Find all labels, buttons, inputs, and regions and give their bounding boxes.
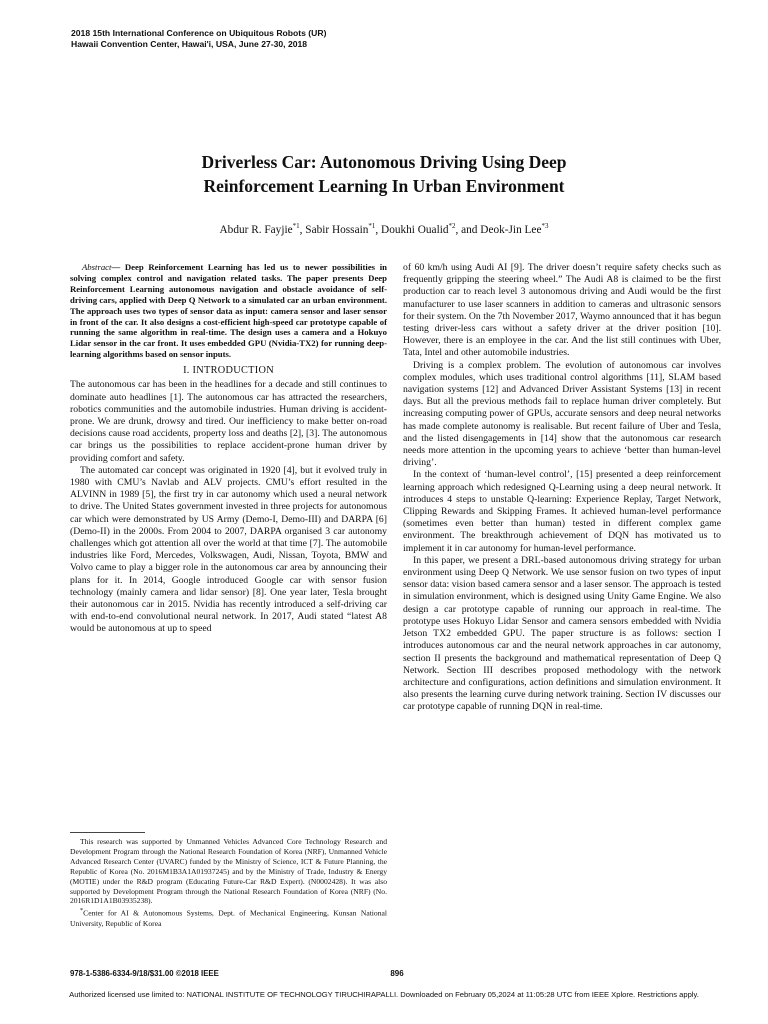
paragraph: of 60 km/h using Audi AI [9]. The driver doesn’t require safety checks such as frequently gripping the steering wheel.” The Audi A8 is claimed to be the first production car to reach level 3 autonomous driving and Audi would be the first manufacturer to use laser scanners in addition to cameras and ultrasonic sensors for their system. On the 7th November 2017, Waymo announced that it has begun testing driver-less cars without a safety driver at the driver position [10]. However, there is an employee in the car. And the list still continues with Uber, Tata, Intel and other automobile industries. — [403, 262, 721, 359]
author-mark: *3 — [541, 222, 549, 230]
paragraph: Driving is a complex problem. The evolution of autonomous car involves complex modules, which uses traditional control algorithms [11], SLAM based navigation systems [12] and Advanced Driver Assistant Systems [13] in recent days. But all the previous methods fail to replace human driver completely. But increasing computing power of GPUs, accurate sensors and deep neural networks has made complete autonomy is realisable. But recent failure of Uber and Tesla, and the listed disengagements in [14] show that the autonomous car research needs more attention in the upcoming years to achieve ‘better than human-level driving’. — [403, 359, 721, 469]
section-heading-introduction: I. INTRODUCTION — [183, 365, 274, 377]
license-notice: Authorized licensed use limited to: NATIONAL INSTITUTE OF TECHNOLOGY TIRUCHIRAPALLI. Downloaded on February 05,2024 at 11:05:28 UTC from IEEE Xplore. Restrictions apply. — [69, 990, 699, 999]
author-separator: , — [299, 223, 306, 236]
paragraph: The autonomous car has been in the headlines for a decade and still continues to dominate auto headlines [1]. The autonomous car has attracted the researchers, robotics communities and the automobile industries. Human driving is accident-prone. We are drunk, drowsy and tired. Our inefficiency to make better on-road decisions cause road accidents, property loss and deaths [2], [3]. The autonomous car brings us the possibilities to replace accident-prone human driver by providing comfort and safety. — [70, 379, 387, 464]
affiliation-text: Center for AI & Autonomous Systems, Dept. of Mechanical Engineering, Kunsan National University, Republic of Korea — [70, 908, 387, 928]
conference-venue: Hawaii Convention Center, Hawai'i, USA, June 27-30, 2018 — [71, 39, 308, 49]
abstract — [70, 262, 387, 360]
paragraph: The automated car concept was originated in 1920 [4], but it evolved truly in 1980 with CMU’s Navlab and ALV projects. CMU’s effort resulted in the ALVINN in 1989 [5], the first try in car autonomy which used a neural network to drive. The United States government invested in three projects for autonomous car which were demonstrated by US Army (Demo-I, Demo-III) and DARPA [6] (Demo-II) in the 2000s. From 2004 to 2007, DARPA organised 3 car autonomy challenges which got attention all over the world at that time [7]. The automobile industries like Ford, Mercedes, Volkswagen, Audi, Nissan, Toyota, BMW and Volvo came to play a bigger role in the autonomous car area by announcing their plans for it. In 2014, Google introduced Google car with sensor fusion technology (mainly camera and lidar sensor) [8]. One year later, Tesla brought their autonomous car in 2015. Nvidia has recently introduced a self-driving car with end-to-end convolutional neural network. In 2017, Audi stated “latest A8 would be autonomous at up to speed — [70, 464, 387, 635]
paragraph: In the context of ‘human-level control’, [15] presented a deep reinforcement learning approach which redesigned Q-Learning using a deep neural network. It introduces 4 steps to unstable Q-learning: Experience Replay, Target Network, Clipping Rewards and Skipping Frames. It achieved human-level performance (sometimes even better than human) tested in different complex game environment. The breakthrough achievement of DQN has motivated us to implement it in car autonomy for human-level performance. — [403, 469, 721, 554]
isbn-copyright: 978-1-5386-6334-9/18/$31.00 ©2018 IEEE — [70, 969, 219, 978]
title-line-2: Reinforcement Learning In Urban Environment — [203, 176, 565, 196]
abstract-label: Abstract — [82, 262, 112, 272]
author-name: Abdur R. Fayjie — [219, 223, 293, 236]
left-column — [70, 262, 387, 636]
conference-header — [71, 28, 326, 50]
author-separator: , — [375, 223, 382, 236]
footnote-divider — [70, 832, 145, 833]
page-number: 896 — [390, 969, 404, 978]
abstract-text: Deep Reinforcement Learning has led us to newer possibilities in solving complex control and navigation related tasks. The paper presents Deep Reinforcement Learning autonomous navigation and obstacle avoidance of self-driving cars, applied with Deep Q Network to a simulated car an urban environment. The approach uses two types of sensor data as input: camera sensor and laser sensor in front of the car. It also designs a cost-efficient high-speed car prototype capable of running the same algorithm in real-time. The design uses a camera and a Hokuyo Lidar sensor in the car front. It uses embedded GPU (Nvidia-TX2) for running deep-learning algorithms based on sensor inputs. — [70, 262, 388, 360]
author-mark: *1 — [368, 222, 376, 230]
right-column — [403, 262, 721, 714]
author-name: Doukhi Oualid — [381, 223, 449, 236]
affiliation-footnote — [70, 906, 387, 928]
author-separator: , and — [455, 223, 481, 236]
paper-title — [90, 150, 678, 198]
author-mark: *1 — [292, 222, 300, 230]
conference-name: 2018 15th International Conference on Ubiquitous Robots (UR) — [71, 28, 327, 38]
footnotes — [70, 837, 387, 929]
abstract-dash: — — [111, 262, 125, 272]
author-list — [90, 219, 678, 237]
funding-footnote: This research was supported by Unmanned Vehicles Advanced Core Technology Research and Development Program through the National Research Foundation of Korea (NRF), Unmanned Vehicle Advanced Research Center (UVARC) funded by the Ministry of Science, ICT & Future Planning, the Republic of Korea (No. 2016M1B3A1A01937245) and by the Ministry of Trade, Industry & Energy (MOTIE) under the R&D program (Educating Future-Car R&D Expert). (N0002428). It was also supported by Development Program through the National Research Foundation of Korea (NRF) (No. 2016R1D1A1B03935238). — [70, 837, 387, 906]
title-line-1: Driverless Car: Autonomous Driving Using Deep — [201, 152, 567, 172]
author-mark: *2 — [448, 222, 456, 230]
author-name: Deok-Jin Lee — [480, 223, 542, 236]
affiliation-mark: * — [80, 907, 84, 915]
paragraph: In this paper, we present a DRL-based autonomous driving strategy for urban environment using Deep Q Network. We use sensor fusion on two types of input sensor data: vision based camera sensor and a laser sensor. The approach is tested in simulation environment, which is designed using Unity Game Engine. We also design a car prototype capable of running our approach in real-time. The prototype uses Hokuyo Lidar Sensor and camera sensors embedded with Nvidia Jetson TX2 embedded GPU. The paper structure is as follows: section I introduces autonomous car and the neural network approaches in car autonomy, section II presents the background and mathematical representation of Deep Q Network. Section III describes proposed methodology with the network architecture and configurations, action definitions and simulation environment. It also presents the learning curve during network training. Section IV discusses our car prototype capable of running DQN in real-time. — [403, 554, 721, 713]
author-name: Sabir Hossain — [305, 223, 369, 236]
